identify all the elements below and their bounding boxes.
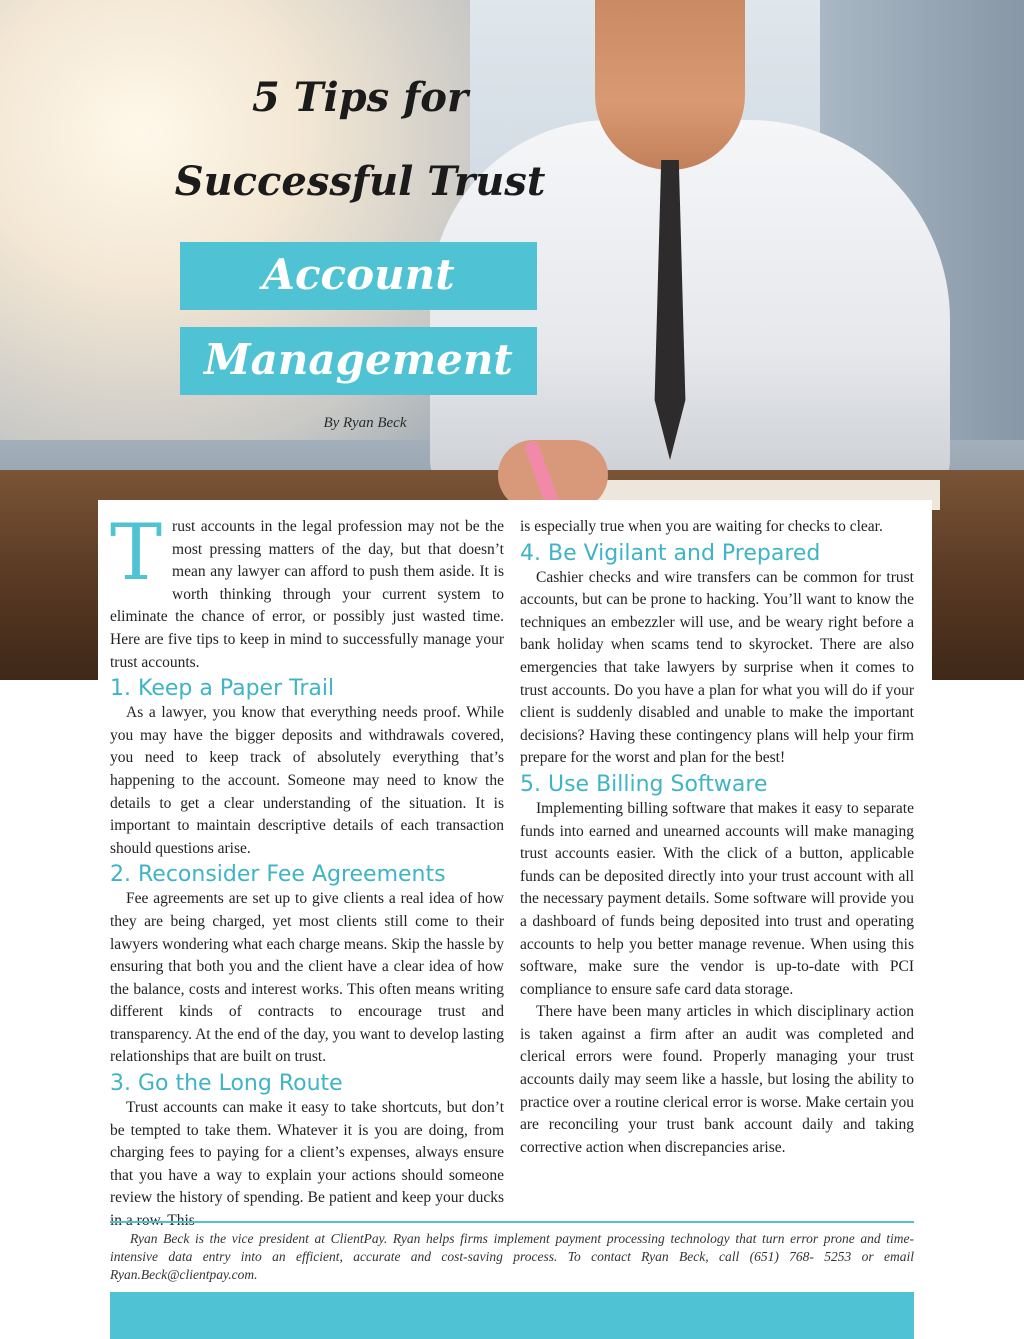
- tip4-body: Cashier checks and wire transfers can be common for trust accounts, but can be prone to hacking. You’ll want to know the techniques an embezzler will use, and be weary right before a bank holiday when scams tend to skyrocket. There are also emergencies that take lawyers by surprise when it comes to trust accounts. Do you have a plan for what you will do if your client is suddenly disabled and unable to make the important decisions? Having these contingency plans will help your firm prepare for the worst and plan for the best!: [520, 568, 914, 767]
- title-band-account-text: Account: [262, 250, 455, 299]
- title-line-1: 5 Tips for: [251, 74, 469, 121]
- tip2-heading: 2. Reconsider Fee Agreements: [110, 862, 446, 888]
- intro-paragraph: rust accounts in the legal profession may not be the most pressing matters of the day, but that doesn’t mean any lawyer can afford to push them aside. It is worth thinking through your current system to eliminate the chance of error, or possibly just wasted time. Here are five tips to keep in mind to successfully manage your trust accounts.: [110, 518, 504, 671]
- tip3-continued: is especially true when you are waiting for checks to clear.: [520, 518, 883, 535]
- column-left: [110, 508, 504, 1233]
- footer-bar: [110, 1292, 914, 1339]
- title-line-2: Successful Trust: [174, 158, 546, 205]
- title-band-account: [180, 242, 537, 310]
- bio-divider: [110, 1221, 914, 1223]
- tip1-body: As a lawyer, you know that everything needs proof. While you may have the bigger deposits and withdrawals covered, you need to keep track of absolutely everything that’s happening to the account. Someone may need to know the details to get a clear understanding of the situation. It is important to maintain descriptive details of each transaction should questions arise.: [110, 704, 504, 857]
- tip5-body-1: Implementing billing software that makes it easy to separate funds into earned and unearned accounts will make managing trust accounts easier. With the click of a button, applicable funds can be deposited directly into your trust account with all the necessary payment details. Some software will provide you a dashboard of funds being deposited into trust and operating accounts to help you better manage revenue. When using this software, make sure the vendor is up-to-date with PCI compliance to ensure safe card data storage.: [520, 799, 914, 998]
- tip1-heading: 1. Keep a Paper Trail: [110, 676, 335, 702]
- drop-cap: T: [110, 508, 163, 598]
- title-band-management-text: Management: [204, 335, 513, 384]
- author-bio: Ryan Beck is the vice president at ClientPay. Ryan helps firms implement payment processing technology that turn error prone and time-intensive data entry into an efficient, accurate and cost-saving process. To contact Ryan Beck, call (651) 768- 5253 or email Ryan.Beck@clientpay.com.: [110, 1231, 914, 1282]
- tip5-body-2: There have been many articles in which disciplinary action is taken against a firm after an audit was completed and clerical errors were found. Properly managing your trust accounts daily may seem like a hassle, but losing the ability to practice over a routine clerical error is worse. Make certain you are reconciling your trust bank account daily and taking corrective action when discrepancies arise.: [520, 1003, 914, 1156]
- tip3-heading: 3. Go the Long Route: [110, 1071, 343, 1097]
- article-body: [98, 500, 932, 1220]
- tip2-body: Fee agreements are set up to give clients a real idea of how they are being charged, yet most clients still come to their lawyers wondering what each charge means. Skip the hassle by ensuring that both you and the client have a clear idea of how the balance, costs and interest works. This often means writing different kinds of contracts to encourage trust and transparency. At the end of the day, you want to develop lasting relationships that are built on trust.: [110, 890, 504, 1066]
- byline: By Ryan Beck: [323, 415, 407, 431]
- tip5-heading: 5. Use Billing Software: [520, 771, 768, 797]
- column-right: [520, 516, 914, 1159]
- tip4-heading: 4. Be Vigilant and Prepared: [520, 540, 821, 566]
- title-band-management: [180, 327, 537, 395]
- tip3-body: Trust accounts can make it easy to take shortcuts, but don’t be tempted to take them. Whatever it is you are doing, from charging fees to paying for a client’s expenses, always ensure that you have a way to explain your actions should someone review the history of spending. Be patient and keep your ducks: [110, 1099, 504, 1207]
- man-head: [595, 0, 745, 170]
